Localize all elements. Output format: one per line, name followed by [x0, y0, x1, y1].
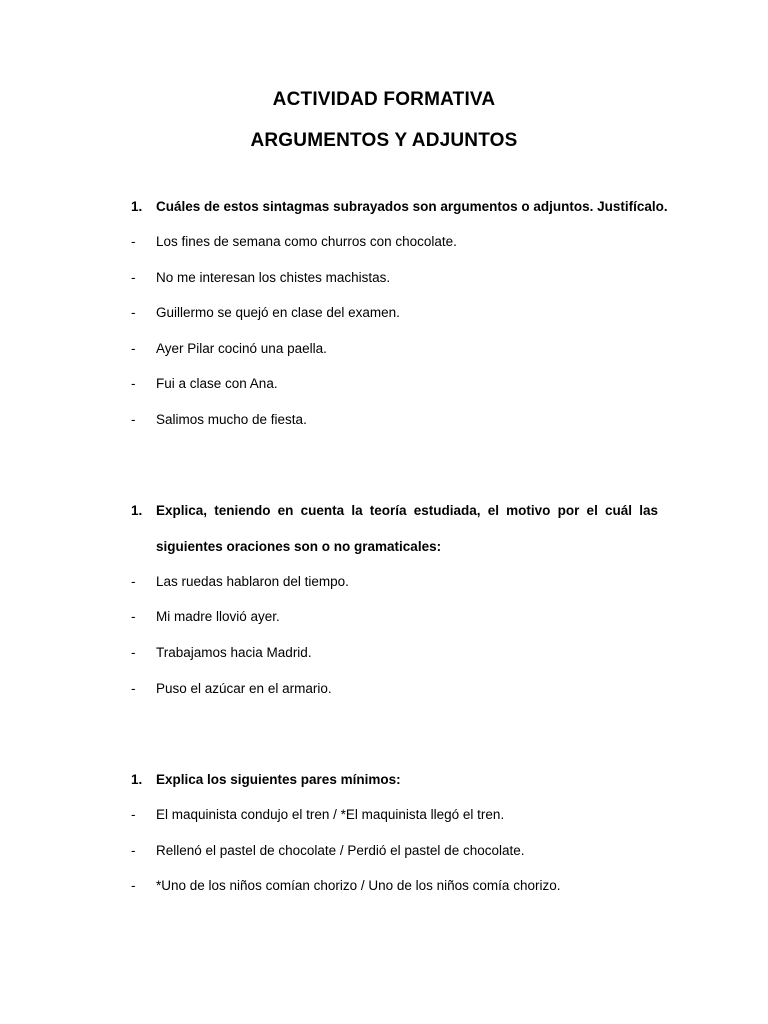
bullet-dash: - — [131, 305, 136, 320]
list-item-text: El maquinista condujo el tren / *El maquinista llegó el tren. — [156, 807, 505, 822]
list-item-text: Puso el azúcar en el armario. — [156, 681, 332, 696]
list-item-text: No me interesan los chistes machistas. — [156, 270, 391, 285]
bullet-dash: - — [131, 574, 136, 589]
list-item-text: Rellenó el pastel de chocolate / Perdió el pastel de chocolate. — [156, 843, 525, 858]
bullet-dash: - — [131, 609, 136, 624]
question-text-line2: siguientes oraciones son o no gramaticales: — [156, 539, 442, 554]
list-item-text: *Uno de los niños comían chorizo / Uno de los niños comía chorizo. — [156, 878, 561, 893]
question-text-line1: Explica, teniendo en cuenta la teoría estudiada, el motivo por el cuál las — [156, 503, 658, 518]
question-text: Cuáles de estos sintagmas subrayados son argumentos o adjuntos. Justifícalo. — [156, 199, 668, 214]
list-item-text: Fui a clase con Ana. — [156, 376, 278, 391]
list-item-text: Trabajamos hacia Madrid. — [156, 645, 312, 660]
question-number: 1. — [131, 199, 143, 214]
bullet-dash: - — [131, 234, 136, 249]
question-number: 1. — [131, 772, 143, 787]
bullet-dash: - — [131, 376, 136, 391]
bullet-dash: - — [131, 412, 136, 427]
bullet-dash: - — [131, 681, 136, 696]
list-item-text: Los fines de semana como churros con chocolate. — [156, 234, 457, 249]
question-text: Explica los siguientes pares mínimos: — [156, 772, 401, 787]
bullet-dash: - — [131, 807, 136, 822]
document-subtitle: ARGUMENTOS Y ADJUNTOS — [250, 130, 518, 151]
document-title: ACTIVIDAD FORMATIVA — [272, 89, 496, 110]
list-item-text: Las ruedas hablaron del tiempo. — [156, 574, 349, 589]
bullet-dash: - — [131, 270, 136, 285]
question-number: 1. — [131, 503, 143, 518]
list-item-text: Ayer Pilar cocinó una paella. — [156, 341, 327, 356]
bullet-dash: - — [131, 645, 136, 660]
bullet-dash: - — [131, 843, 136, 858]
list-item-text: Guillermo se quejó en clase del examen. — [156, 305, 400, 320]
list-item-text: Mi madre llovió ayer. — [156, 609, 280, 624]
bullet-dash: - — [131, 341, 136, 356]
bullet-dash: - — [131, 878, 136, 893]
list-item-text: Salimos mucho de fiesta. — [156, 412, 307, 427]
